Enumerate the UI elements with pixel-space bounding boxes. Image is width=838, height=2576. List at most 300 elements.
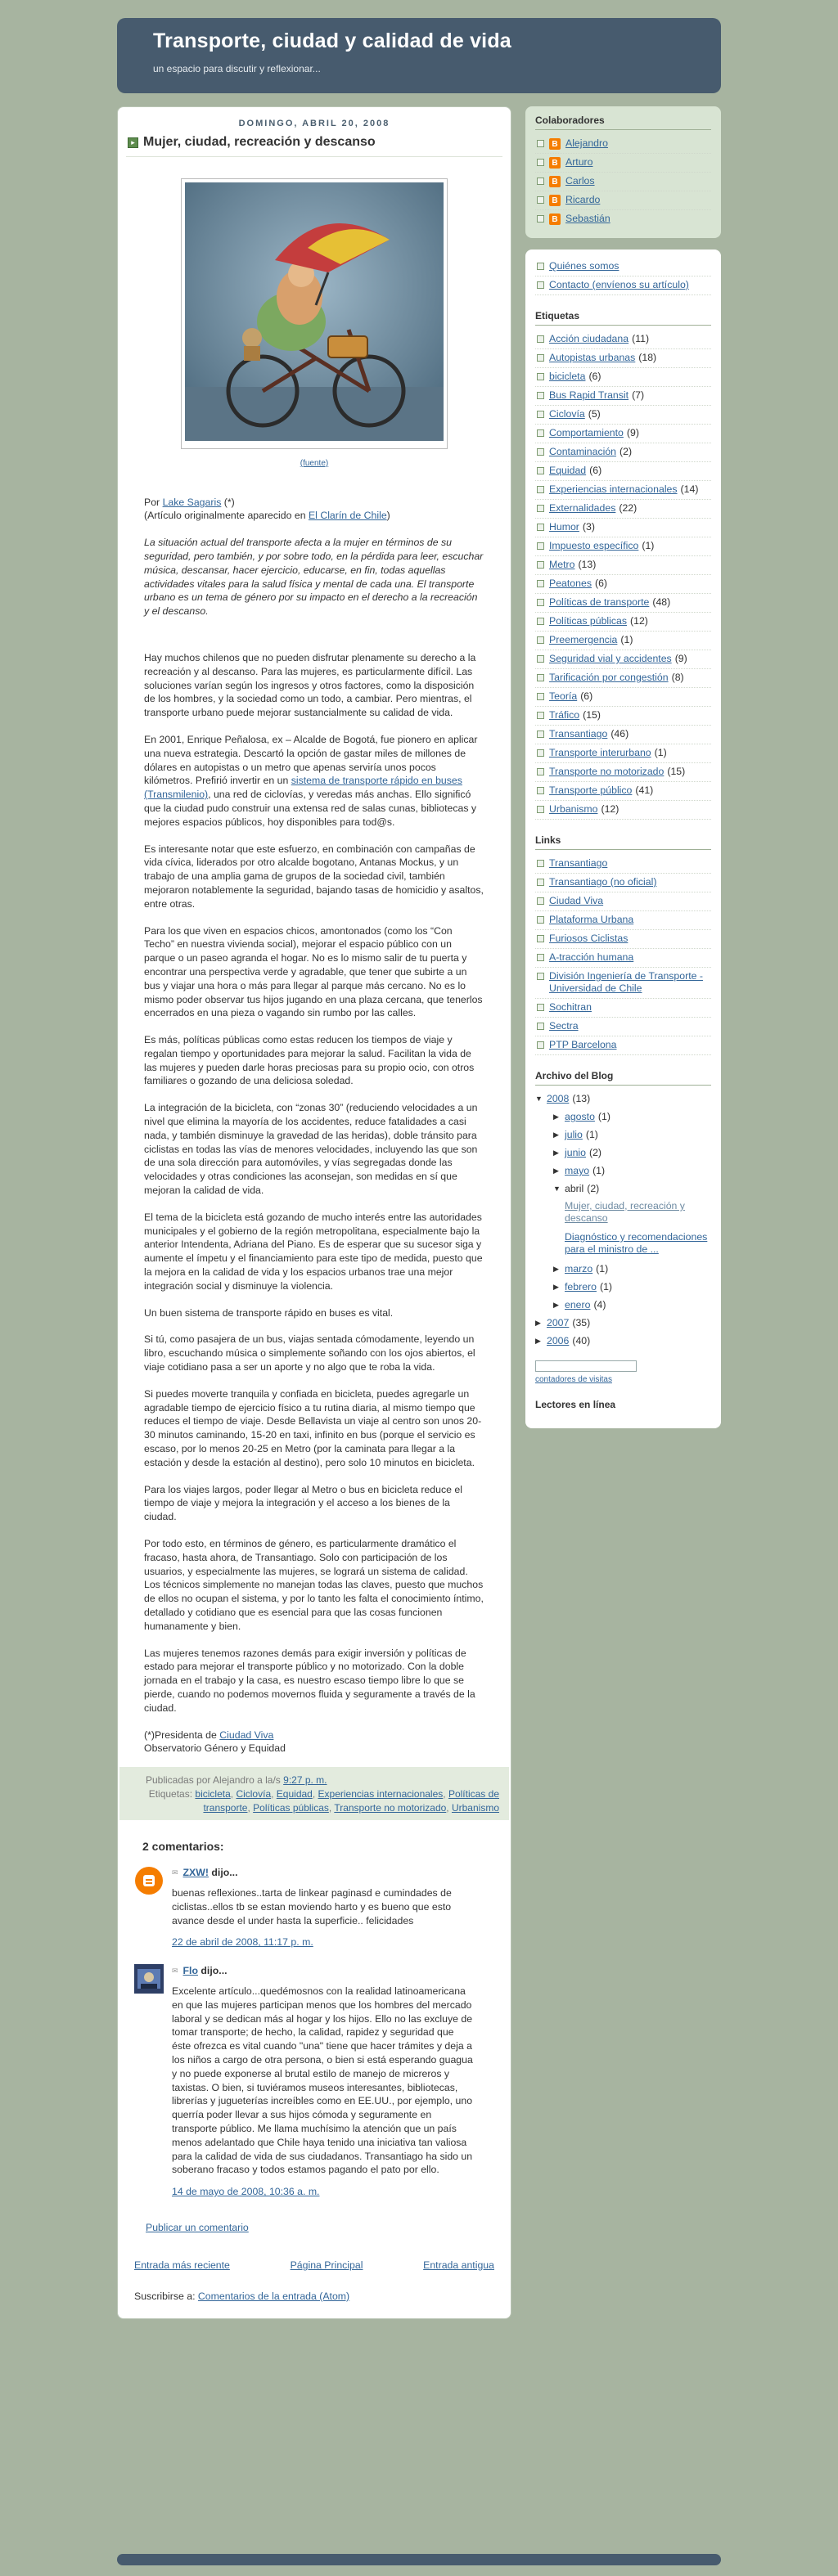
external-link[interactable]: Transantiago (no oficial) <box>549 876 657 888</box>
label-count: (12) <box>630 615 648 627</box>
archive-month-link[interactable]: mayo <box>565 1165 590 1176</box>
home-link[interactable]: Página Principal <box>290 2259 363 2271</box>
label-count: (1) <box>642 540 655 551</box>
link-item <box>535 1018 711 1036</box>
triangle-right-icon[interactable]: ▶ <box>535 1319 541 1327</box>
label-entry <box>549 465 601 477</box>
label-item <box>535 613 711 632</box>
label-entry <box>549 559 596 571</box>
archive-year-link[interactable]: 2008 <box>547 1093 570 1104</box>
label-entry <box>549 728 628 740</box>
archive-count: (35) <box>572 1317 591 1328</box>
label-entry <box>549 766 685 778</box>
comment-author-row <box>172 1866 475 1880</box>
bullet-icon <box>537 599 544 606</box>
post-label-link[interactable]: Políticas de transporte <box>203 1788 499 1814</box>
bullet-icon <box>537 712 544 719</box>
archive-year-2007[interactable] <box>535 1315 711 1333</box>
triangle-right-icon[interactable]: ▶ <box>553 1167 559 1175</box>
comment <box>126 1964 502 2214</box>
link-item <box>535 874 711 892</box>
bullet-icon <box>537 429 544 437</box>
external-link[interactable]: Sochitran <box>549 1001 592 1013</box>
post-label-link[interactable]: Urbanismo <box>451 1802 499 1814</box>
label-link[interactable]: Impuesto específico <box>549 540 639 551</box>
bicycle-woman-painting-icon <box>185 182 444 441</box>
archive-post-item <box>535 1230 711 1261</box>
post-date: DOMINGO, ABRIL 20, 2008 <box>238 119 390 128</box>
bullet-icon <box>537 860 544 867</box>
comment-date-link[interactable]: 14 de mayo de 2008, 10:36 a. m. <box>172 2186 320 2198</box>
sidebar <box>525 106 721 1428</box>
label-count: (11) <box>632 333 650 344</box>
labels-widget <box>535 310 711 820</box>
post-label-link[interactable]: Transporte no motorizado <box>334 1802 447 1814</box>
archive-count: (1) <box>597 1111 610 1122</box>
feed-prefix: Suscribirse a: <box>134 2290 196 2302</box>
footnote-line2: Observatorio Género y Equidad <box>144 1742 286 1755</box>
bullet-icon <box>537 486 544 493</box>
link-item <box>535 892 711 911</box>
label-link[interactable]: bicicleta <box>549 371 586 382</box>
origin-prefix: (Artículo originalmente aparecido en <box>144 510 309 522</box>
archive-year-2006[interactable] <box>535 1333 711 1351</box>
label-count: (9) <box>674 653 687 664</box>
older-post-link[interactable]: Entrada antigua <box>423 2259 494 2271</box>
links-widget <box>535 834 711 1055</box>
bullet-icon <box>537 618 544 625</box>
post-paragraph: Un buen sistema de transporte rápido en buses es vital. <box>144 1306 394 1319</box>
visit-counter-link[interactable]: contadores de visitas <box>535 1375 612 1384</box>
post-label-link[interactable]: Equidad <box>276 1788 313 1801</box>
label-item <box>535 425 711 443</box>
label-entry <box>549 596 670 609</box>
label-count: (2) <box>619 446 633 457</box>
label-count: (13) <box>578 559 597 570</box>
archive-month[interactable] <box>535 1126 711 1144</box>
post-paragraph <box>144 733 484 829</box>
origin-link[interactable]: El Clarín de Chile <box>308 510 387 522</box>
bullet-icon <box>537 674 544 681</box>
bullet-icon <box>537 561 544 569</box>
archive-month[interactable] <box>535 1108 711 1126</box>
label-count: (46) <box>610 728 629 740</box>
label-item <box>535 632 711 650</box>
label-link[interactable]: Tráfico <box>549 709 580 721</box>
blogger-avatar-icon <box>134 1866 164 1895</box>
archive-month-link[interactable]: julio <box>565 1129 583 1140</box>
post-paragraph: Si puedes moverte tranquila y confiada en bicicleta, puedes agregarle un agradable tiempo de ejercicio físico a tu rutina diaria, al mismo tiempo que reduces el tiempo de viaje. Desde Bellavista un viaje al centro son unos 20-30 minutos caminando, 15-20 en taxi, infinito en bus (porque el servicio es escaso, por lo menos 20-25 en Metro (por la caminata para llegar a la estación y desde la estación al destino), pero solo 10 minutos en bicicleta. <box>144 1387 482 1468</box>
archive-count: (40) <box>572 1335 591 1346</box>
archive-year-2008[interactable] <box>535 1090 711 1108</box>
post-paragraph: Es más, políticas públicas como estas reducen los tiempos de viaje y regalan tiempo y oportunidades para mejorar la salud. Facilitan la vida de las mujeres y pueden darle horas preciosas para su propio ocio, con otros familiares o gozando de una deliciosa soledad. <box>144 1034 475 1087</box>
archive-count: (2) <box>588 1147 602 1158</box>
post-body <box>126 178 502 1756</box>
label-entry <box>549 371 601 383</box>
label-entry <box>549 408 601 420</box>
bullet-icon <box>537 354 544 362</box>
post-paragraph: Para los viajes largos, poder llegar al Metro o bus en bicicleta reduce el tiempo de viaje y mejora la integración y el acceso a los bienes de la ciudad. <box>144 1483 462 1523</box>
contributors-heading: Colaboradores <box>535 115 711 130</box>
byline <box>144 496 484 524</box>
label-link[interactable]: Transporte público <box>549 784 633 796</box>
triangle-right-icon[interactable]: ▶ <box>553 1283 559 1291</box>
label-entry <box>549 333 649 345</box>
bullet-icon <box>537 655 544 663</box>
author-suffix: (*) <box>221 496 235 508</box>
contributor-item <box>535 191 711 210</box>
bullet-icon <box>537 636 544 644</box>
label-entry <box>549 672 684 684</box>
bullet-icon <box>537 693 544 700</box>
link-item <box>535 930 711 949</box>
post-comment-link[interactable]: Publicar un comentario <box>146 2221 249 2233</box>
link-item <box>535 911 711 930</box>
archive-month-link[interactable]: febrero <box>565 1281 597 1292</box>
label-item <box>535 443 711 462</box>
label-entry <box>549 709 601 722</box>
author-link[interactable]: Lake Sagaris <box>162 496 222 508</box>
archive-count: (1) <box>599 1281 612 1292</box>
bullet-icon <box>537 879 544 886</box>
archive-month-link[interactable]: agosto <box>565 1111 595 1122</box>
bullet-icon <box>537 448 544 456</box>
bullet-icon <box>537 935 544 942</box>
comment-author-link[interactable]: ZXW! <box>182 1867 209 1879</box>
bullet-icon <box>537 392 544 399</box>
archive-month[interactable] <box>535 1261 711 1279</box>
comment-date-link[interactable]: 22 de abril de 2008, 11:17 p. m. <box>172 1936 313 1949</box>
label-link[interactable]: Transantiago <box>549 728 608 740</box>
archive-count: (1) <box>585 1129 598 1140</box>
archive-post-item <box>535 1198 711 1230</box>
labels-heading: Etiquetas <box>535 310 711 326</box>
label-item <box>535 744 711 763</box>
blogger-icon: B <box>549 157 561 169</box>
bullet-icon <box>537 787 544 794</box>
label-entry <box>549 352 656 364</box>
label-item <box>535 575 711 594</box>
blog-header <box>117 18 721 93</box>
archive-count: (4) <box>593 1299 606 1310</box>
label-entry <box>549 784 653 797</box>
archive-heading: Archivo del Blog <box>535 1070 711 1086</box>
contributors-widget <box>525 106 721 238</box>
bullet-icon <box>537 505 544 512</box>
label-count: (15) <box>583 709 601 721</box>
archive-tree <box>535 1090 711 1351</box>
label-item <box>535 801 711 820</box>
label-link[interactable]: Externalidades <box>549 502 616 514</box>
label-entry <box>549 427 639 439</box>
comment-author-row <box>172 1964 475 1978</box>
external-link[interactable]: PTP Barcelona <box>549 1039 617 1050</box>
archive-month[interactable] <box>535 1144 711 1162</box>
triangle-right-icon[interactable]: ▶ <box>553 1113 559 1121</box>
link-item <box>535 999 711 1018</box>
triangle-right-icon[interactable]: ▶ <box>553 1149 559 1157</box>
label-count: (41) <box>635 784 654 796</box>
label-link[interactable]: Políticas públicas <box>549 615 628 627</box>
links-list <box>535 855 711 1055</box>
blogger-icon: B <box>549 195 561 206</box>
label-item <box>535 782 711 801</box>
blogger-icon: B <box>549 176 561 187</box>
post-image[interactable] <box>181 178 448 449</box>
label-count: (15) <box>667 766 686 777</box>
label-link[interactable]: Urbanismo <box>549 803 598 815</box>
bullet-icon <box>537 263 544 270</box>
label-link[interactable]: Bus Rapid Transit <box>549 389 629 401</box>
ciudad-viva-link[interactable]: Ciudad Viva <box>219 1729 274 1741</box>
archive-month-link[interactable]: marzo <box>565 1263 593 1275</box>
label-count: (9) <box>626 427 639 438</box>
label-entry <box>549 690 592 703</box>
label-link[interactable]: Preemergencia <box>549 634 618 645</box>
label-link[interactable]: Experiencias internacionales <box>549 483 678 495</box>
external-link[interactable]: A-tracción humana <box>549 951 634 963</box>
top-link-item <box>535 276 711 295</box>
post-image-wrap <box>144 178 484 471</box>
label-link[interactable]: Ciclovía <box>549 408 585 420</box>
post-title-row <box>126 133 502 157</box>
label-link[interactable]: Peatones <box>549 578 592 589</box>
label-count: (3) <box>582 521 595 533</box>
followers-widget <box>535 1399 711 1414</box>
triangle-right-icon[interactable]: ▶ <box>535 1337 541 1345</box>
label-entry <box>549 578 607 590</box>
label-item <box>535 519 711 537</box>
label-link[interactable]: Seguridad vial y accidentes <box>549 653 672 664</box>
label-entry <box>549 483 698 496</box>
comment-body <box>172 1866 502 1964</box>
contributor-link[interactable]: Arturo <box>565 156 593 168</box>
label-count: (12) <box>601 803 619 815</box>
label-count: (6) <box>594 578 607 589</box>
bullet-icon <box>537 196 544 204</box>
archive-month[interactable] <box>535 1297 711 1315</box>
label-link[interactable]: Transporte no motorizado <box>549 766 665 777</box>
label-entry <box>549 540 654 552</box>
archive-count: (1) <box>596 1263 609 1275</box>
comment-icon: ✉ <box>172 1868 178 1877</box>
label-link[interactable]: Políticas de transporte <box>549 596 650 608</box>
comments-heading: 2 comentarios: <box>142 1840 224 1854</box>
label-link[interactable]: Comportamiento <box>549 427 624 438</box>
post-label-link[interactable]: Ciclovía <box>236 1788 272 1801</box>
triangle-right-icon[interactable]: ▶ <box>553 1265 559 1273</box>
triangle-down-icon[interactable]: ▼ <box>553 1185 561 1193</box>
post-paragraph: Si tú, como pasajera de un bus, viajas sentada cómodamente, leyendo un libro, escuchando música o simplemente soñando con los ojos abiertos, el viaje cotidiano pasa a ser un aporte y no algo que te roba la vida. <box>144 1333 475 1373</box>
p2-text-b: , una red de ciclovías, y veredas más anchas. Ello significó que la ciudad pudo construir una extensa red de salas cunas, bibliotecas y mejores espacios públicos, hoy disponibles para tod@s. <box>144 789 477 828</box>
archive-month[interactable] <box>535 1279 711 1297</box>
footnote-prefix: (*)Presidenta de <box>144 1729 220 1741</box>
bullet-icon <box>537 731 544 738</box>
archive-month-link[interactable]: abril <box>565 1183 584 1194</box>
transmilenio-link[interactable]: sistema de transporte rápido en buses (Transmilenio) <box>144 775 462 801</box>
post-label-link[interactable]: Políticas públicas <box>253 1802 329 1814</box>
post-time-link[interactable]: 9:27 p. m. <box>283 1774 327 1787</box>
contributor-item <box>535 135 711 154</box>
label-item <box>535 556 711 575</box>
post-label-link[interactable]: bicicleta <box>195 1788 231 1801</box>
bullet-icon <box>537 916 544 924</box>
label-link[interactable]: Autopistas urbanas <box>549 352 636 363</box>
top-links-list <box>535 258 711 295</box>
visit-counter[interactable] <box>535 1360 637 1372</box>
bullet-icon <box>537 159 544 166</box>
label-entry <box>549 634 633 646</box>
archive-month[interactable] <box>535 1162 711 1180</box>
label-link[interactable]: Metro <box>549 559 575 570</box>
bullet-icon <box>537 373 544 380</box>
bullet-icon <box>537 749 544 757</box>
label-link[interactable]: Tarificación por congestión <box>549 672 669 683</box>
archive-count: (2) <box>587 1183 600 1194</box>
blogger-icon: B <box>549 214 561 225</box>
link-item <box>535 968 711 999</box>
link-item <box>535 949 711 968</box>
archive-post-link[interactable]: Diagnóstico y recomendaciones para el ministro de ... <box>565 1231 708 1255</box>
label-item <box>535 330 711 349</box>
contributor-link[interactable]: Ricardo <box>565 194 601 205</box>
post-footnote <box>144 1729 484 1756</box>
comment-dijo: dijo... <box>211 1867 238 1879</box>
newer-post-link[interactable]: Entrada más reciente <box>134 2259 230 2271</box>
label-item <box>535 537 711 556</box>
label-entry <box>549 389 644 402</box>
published-by: Publicadas por Alejandro <box>146 1774 255 1787</box>
label-item <box>535 594 711 613</box>
label-item <box>535 726 711 744</box>
contacto-link[interactable]: Contacto (envíenos su artículo) <box>549 279 689 290</box>
contributor-link[interactable]: Sebastián <box>565 213 610 224</box>
label-count: (8) <box>671 672 684 683</box>
bullet-icon <box>537 542 544 550</box>
archive-post-link[interactable]: Mujer, ciudad, recreación y descanso <box>565 1200 685 1224</box>
comment-author-link[interactable]: Flo <box>182 1965 198 1977</box>
comment <box>126 1866 502 1964</box>
bullet-icon <box>537 768 544 775</box>
label-item <box>535 688 711 707</box>
bullet-icon <box>537 140 544 147</box>
archive-year-link[interactable]: 2006 <box>547 1335 570 1346</box>
label-count: (6) <box>580 690 593 702</box>
label-item <box>535 650 711 669</box>
post-paragraph: Las mujeres tenemos razones demás para exigir inversión y políticas de estado para mejorar el transporte público y no motorizado. Con la doble jornada en el trabajo y la casa, es nuestro escaso tiempo libre lo que se pierde, cuando no podemos movernos fluida y seguramente a través de la ciudad. <box>144 1647 475 1714</box>
contributor-item <box>535 210 711 228</box>
label-item <box>535 349 711 368</box>
image-source-link[interactable]: (fuente) <box>300 458 329 468</box>
label-link[interactable]: Contaminación <box>549 446 617 457</box>
label-entry <box>549 653 687 665</box>
label-count: (18) <box>638 352 657 363</box>
bullet-icon <box>537 281 544 289</box>
label-count: (1) <box>620 634 633 645</box>
feed-link[interactable]: Comentarios de la entrada (Atom) <box>197 2290 350 2302</box>
bullet-icon <box>537 1041 544 1049</box>
origin-suffix: ) <box>386 510 390 522</box>
external-link[interactable]: Sectra <box>549 1020 579 1032</box>
blog-title[interactable]: Transporte, ciudad y calidad de vida <box>153 29 511 52</box>
label-link[interactable]: Equidad <box>549 465 587 476</box>
links-heading: Links <box>535 834 711 850</box>
triangle-right-icon[interactable]: ▶ <box>553 1131 559 1139</box>
post-paragraph: El tema de la bicicleta está gozando de mucho interés entre las autoridades municipales y el gobierno de la región metropolitana, especialmente bajo la anterior Intendenta, Adriana del Piano. Es de esperar que su sucesor siga y aumente el ímpetu y el financiamiento para este tipo de medida, puesto que la mejora en la calidad de vida y los espacios urbanos trae una mejor integración social y disminuye la violencia. <box>144 1211 483 1292</box>
contributor-link[interactable]: Carlos <box>565 175 595 187</box>
label-link[interactable]: Acción ciudadana <box>549 333 629 344</box>
archive-month-link[interactable]: enero <box>565 1299 591 1310</box>
quienes-somos-link[interactable]: Quiénes somos <box>549 260 619 272</box>
bullet-icon <box>537 467 544 474</box>
label-count: (6) <box>589 465 602 476</box>
sidebar-main <box>525 250 721 1428</box>
main-column <box>117 106 511 2319</box>
post-meta <box>129 1774 499 1787</box>
post-label-link[interactable]: Experiencias internacionales <box>318 1788 444 1801</box>
contributor-item <box>535 173 711 191</box>
external-link[interactable]: Furiosos Ciclistas <box>549 933 628 944</box>
contributor-item <box>535 154 711 173</box>
footer-bar <box>117 2554 721 2565</box>
label-item <box>535 387 711 406</box>
label-count: (1) <box>654 747 667 758</box>
label-link[interactable]: Transporte interurbano <box>549 747 651 758</box>
label-item <box>535 669 711 688</box>
external-link[interactable]: División Ingeniería de Transporte - Universidad de Chile <box>549 970 703 994</box>
external-link[interactable]: Plataforma Urbana <box>549 914 634 925</box>
blog-description: un espacio para discutir y reflexionar... <box>153 63 321 74</box>
label-entry <box>549 446 632 458</box>
link-item <box>535 855 711 874</box>
external-link[interactable]: Transantiago <box>549 857 608 869</box>
published-at: a la/s <box>257 1774 281 1787</box>
bullet-icon <box>537 973 544 980</box>
archive-month-abril[interactable] <box>535 1180 711 1198</box>
labels-list <box>535 330 711 820</box>
bullet-icon <box>537 806 544 813</box>
archive-year-link[interactable]: 2007 <box>547 1317 570 1328</box>
bullet-icon <box>537 524 544 531</box>
contributor-link[interactable]: Alejandro <box>565 137 608 149</box>
post-labels: Etiquetas: bicicleta, Ciclovía, Equidad, Experiencias internacionales, Políticas de transporte, Políticas públicas, Transporte no motorizado, Urbanismo <box>148 1788 499 1814</box>
followers-heading: Lectores en línea <box>535 1399 616 1410</box>
label-link[interactable]: Teoría <box>549 690 578 702</box>
archive-month-link[interactable]: junio <box>565 1147 586 1158</box>
bullet-icon <box>537 1023 544 1030</box>
bullet-icon <box>537 1004 544 1011</box>
label-link[interactable]: Humor <box>549 521 579 533</box>
comment-text: Excelente artículo...quedémosnos con la realidad latinoamericana en que las mujeres participan menos que los hombres del mercado laboral y se dedican más al hogar y los hijos. Ello no las excluye de tomar transporte; de hecho, la calidad, rapidez y seguridad que éste ofrezca es vital cuando "una" tiene que hacer trámites y deja a los niños a cargo de otra persona, o bien si está esperando guagua y no puede exponerse al brutal estilo de manejo de micreros y taxistas. O bien, si tuviéramos museos interesantes, bibliotecas, librerías y jugueterías increíbles como en EE.UU., por ejemplo, uno querría poder llevar a sus hijos cómoda y seguramente en transporte público. Me llama muchísimo la atención que un país menos adelantado que Chile haya tenido una iniciativa tan valiosa para la calidad de vida de sus ciudadanos. Transantiago ha sido un soberano fracaso y todos estamos pagando el pato por ello. <box>172 1985 473 2176</box>
bullet-icon <box>537 411 544 418</box>
comment-icon: ✉ <box>172 1967 178 1976</box>
label-count: (14) <box>680 483 699 495</box>
label-entry <box>549 615 648 627</box>
byline-por: Por <box>144 496 160 508</box>
external-link[interactable]: Ciudad Viva <box>549 895 604 906</box>
label-entry <box>549 747 667 759</box>
label-entry <box>549 803 619 816</box>
archive-widget <box>535 1070 711 1351</box>
post-title[interactable]: Mujer, ciudad, recreación y descanso <box>143 135 376 149</box>
triangle-right-icon[interactable]: ▶ <box>553 1301 559 1309</box>
bullet-icon <box>537 178 544 185</box>
post-paragraph: Hay muchos chilenos que no pueden disfrutar plenamente su derecho a la recreación y al descanso. Para las mujeres, es particularmente difícil. Las soluciones varían según los ingresos y otros factores, como la disposición de los hombres, y la sociedad como un todo, a cambiar. Pero mientras, el transporte urbano puede mejorar sustancialmente su calidad de vida. <box>144 651 476 719</box>
label-item <box>535 763 711 782</box>
blogger-icon: B <box>549 138 561 150</box>
p2-text-a: En 2001, Enrique Peñalosa, ex – Alcalde de Bogotá, fue pionero en aplicar una nueva estrategia. Descartó la opción de gastar miles de millones de dólares en autopistas o un metro que apenas serviría unos pocos kilómetros. Prefirió invertir en un <box>144 733 478 787</box>
triangle-down-icon[interactable]: ▼ <box>535 1095 543 1103</box>
